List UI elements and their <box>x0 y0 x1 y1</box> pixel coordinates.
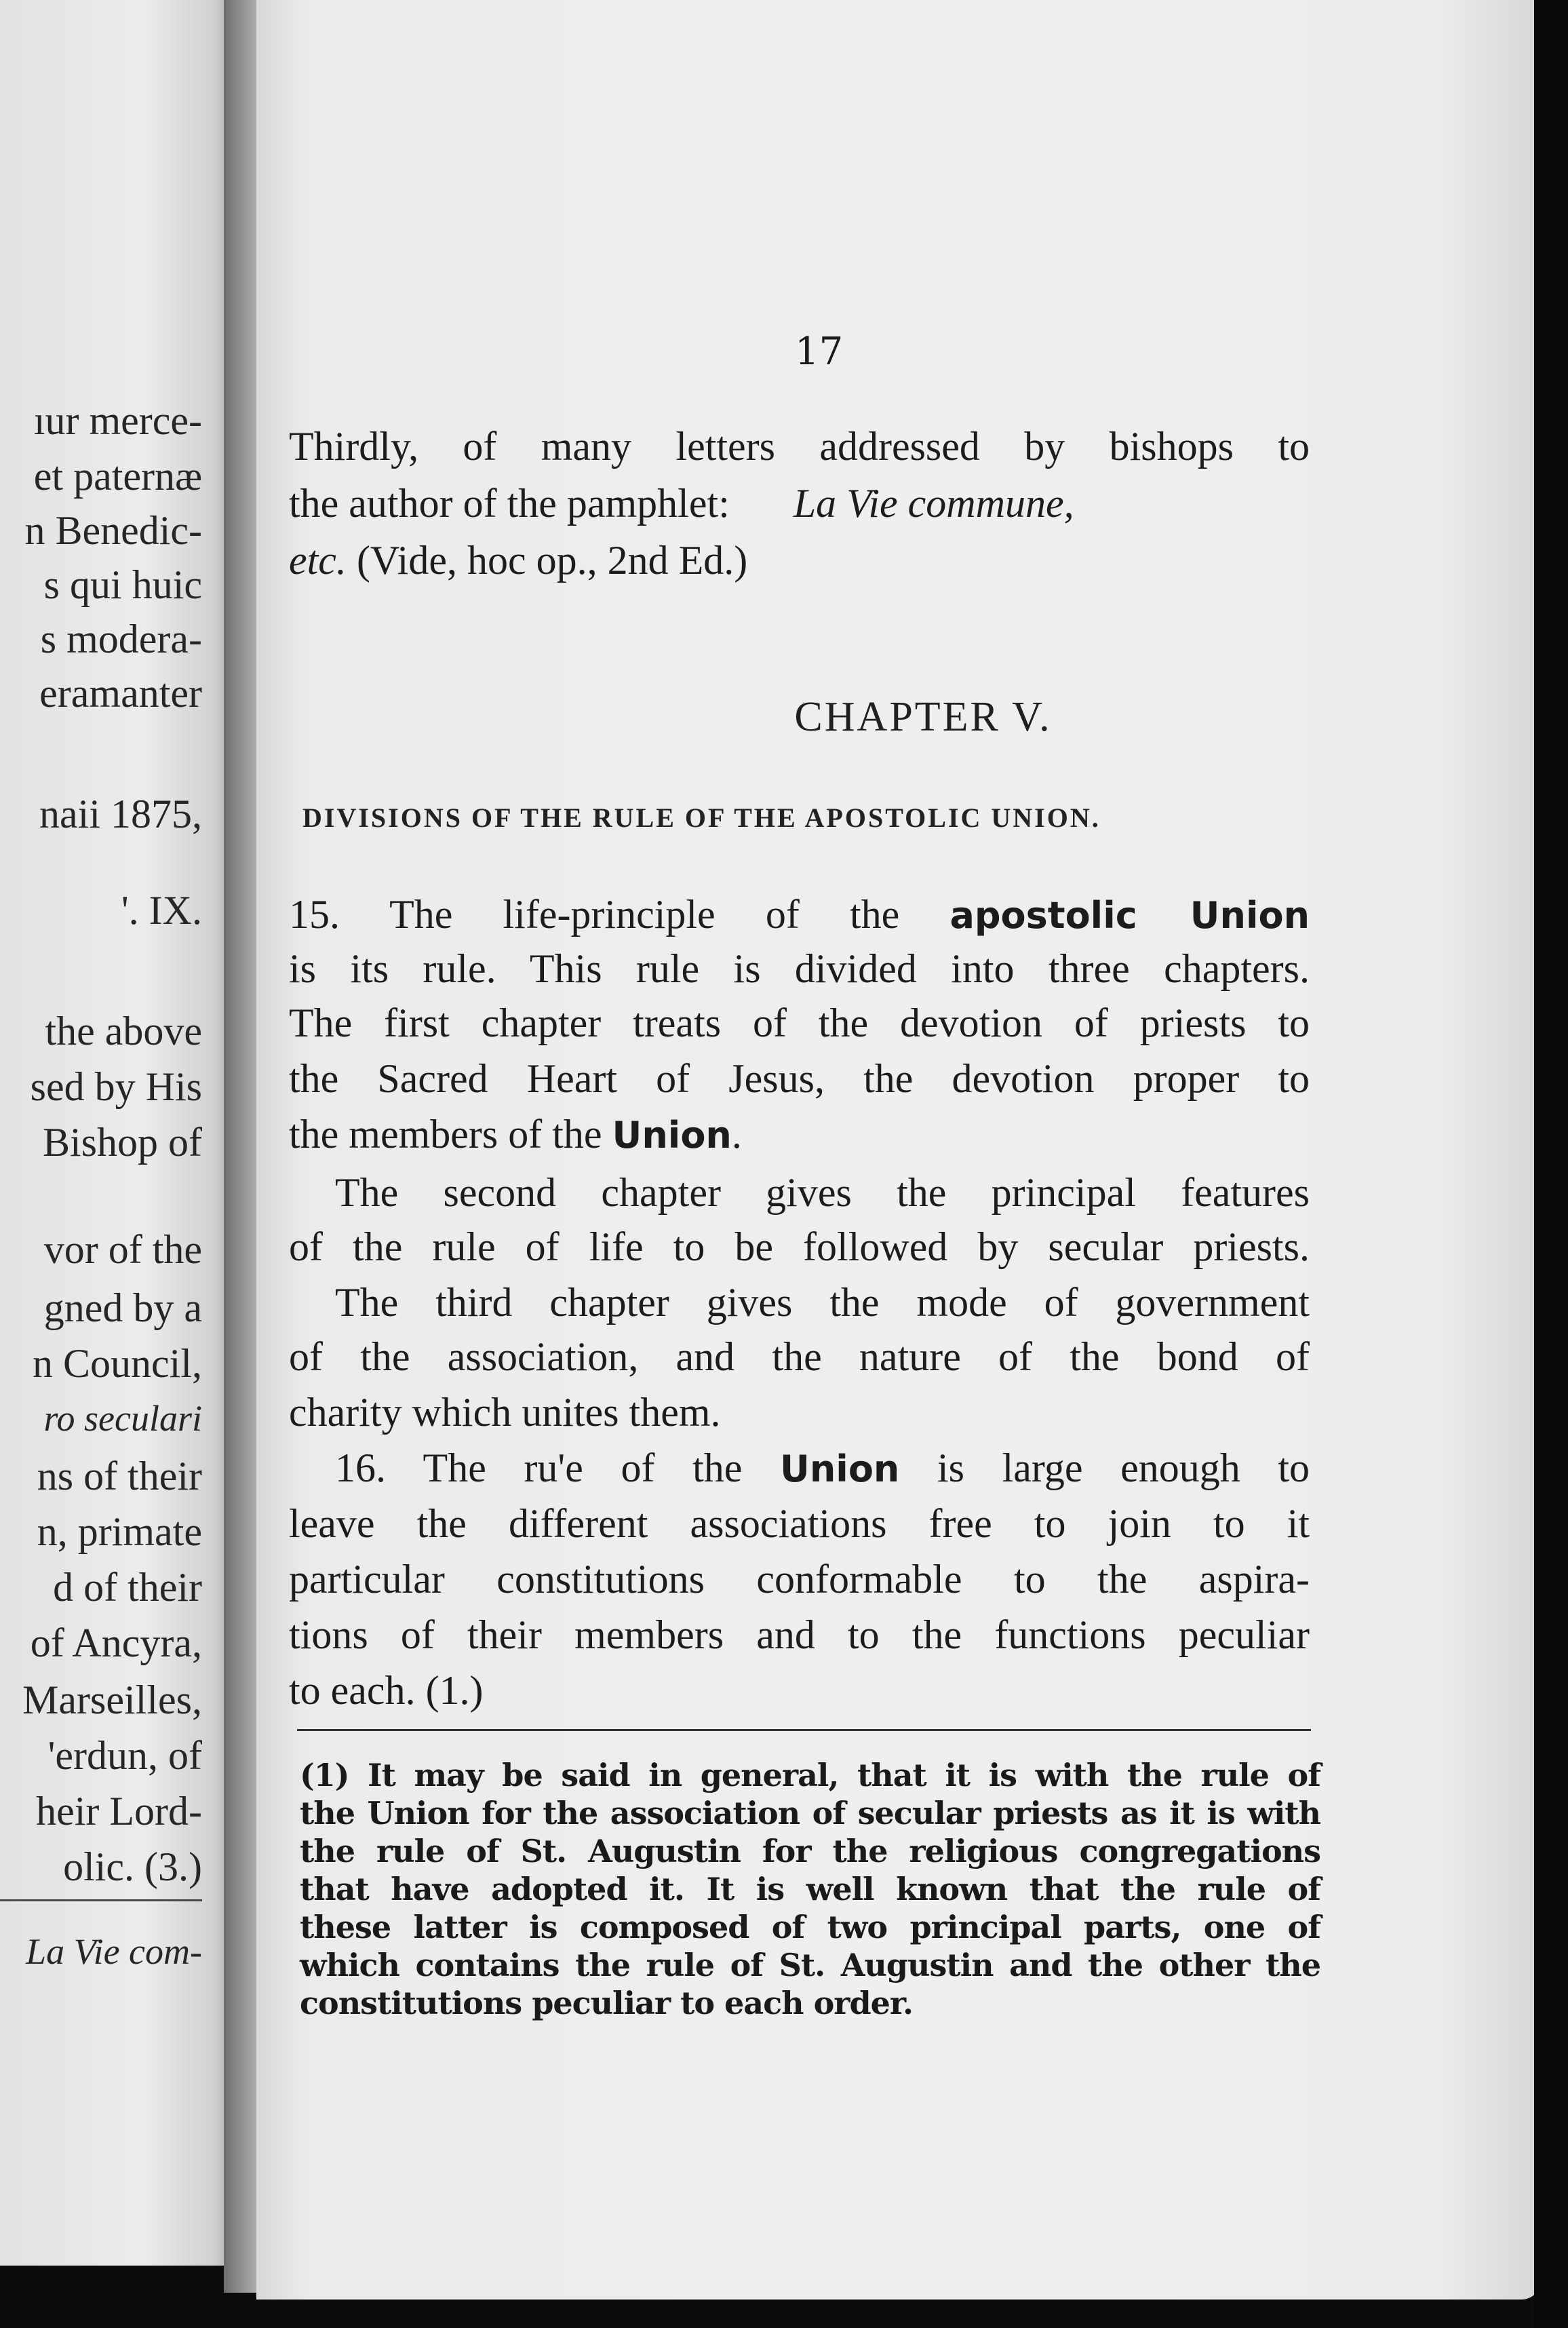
left-page-line: La Vie com- <box>26 1931 202 1972</box>
left-page-line: ns of their <box>37 1454 202 1498</box>
bold-term: Union <box>612 1114 732 1157</box>
footnote-line: that have adopted it. It is well known that the rule of <box>300 1871 1320 1907</box>
book-title: La Vie commune, <box>793 481 1074 526</box>
paragraph-line: is its rule. This rule is divided into three chapters. <box>289 946 1310 991</box>
left-page-line: olic. (3.) <box>63 1844 202 1889</box>
chapter-heading-text: CHAPTER V. <box>794 694 1052 740</box>
left-page-line: Marseilles, <box>22 1677 202 1722</box>
left-page-line: the above <box>45 1009 202 1053</box>
left-page-line: d of their <box>53 1565 202 1610</box>
paragraph-line: The second chapter gives the principal features <box>335 1170 1310 1215</box>
left-page-line: eramanter <box>39 671 202 716</box>
footnote-line: these latter is composed of two principal parts, one of <box>300 1909 1320 1945</box>
left-page-line: naii 1875, <box>39 792 202 836</box>
left-page-line: gned by a <box>43 1285 202 1330</box>
chapter-heading <box>0 693 1568 741</box>
paragraph-line: The first chapter treats of the devotion of priests to <box>289 1001 1310 1045</box>
paragraph-line <box>289 1114 742 1155</box>
left-page-line: of Ancyra, <box>30 1621 202 1665</box>
left-page-line: ıur merce- <box>33 398 202 443</box>
left-page-line: n Council, <box>33 1341 202 1386</box>
intro-text: the author of the pamphlet: <box>289 481 730 526</box>
paragraph-line <box>335 1448 1310 1488</box>
paragraph-line: of the association, and the nature of the bond of <box>289 1334 1310 1379</box>
paragraph-text: the members of the <box>289 1112 602 1157</box>
left-page-line: '. IX. <box>121 888 202 933</box>
etc-text: etc. <box>289 538 347 583</box>
bold-term: Union <box>780 1448 900 1490</box>
intro-text: (Vide, hoc op., 2nd Ed.) <box>346 538 748 583</box>
left-page-line: vor of the <box>43 1227 202 1272</box>
paragraph-line: the Sacred Heart of Jesus, the devotion proper to <box>289 1056 1310 1101</box>
left-page-footnote-rule <box>0 1899 202 1901</box>
intro-line <box>289 540 747 581</box>
paragraph-line: leave the different associations free to join to it <box>289 1501 1310 1546</box>
left-page-line: 'erdun, of <box>47 1733 202 1778</box>
left-page-line: n, primate <box>37 1509 202 1554</box>
footnote-line: which contains the rule of St. Augustin and the other the <box>300 1947 1320 1983</box>
left-page-line: sed by His <box>30 1064 202 1109</box>
paragraph-line: of the rule of life to be followed by secular priests. <box>289 1224 1310 1269</box>
footnote-rule <box>297 1729 1311 1731</box>
paragraph-text: 16. The ru'e of the <box>335 1446 743 1490</box>
intro-line: Thirdly, of many letters addressed by bishops to <box>289 424 1310 469</box>
left-page-line: n Benedic- <box>24 508 202 553</box>
left-page-line: s qui huic <box>43 562 202 607</box>
page-edge-shadow <box>1534 0 1568 2328</box>
previous-page <box>0 0 239 2266</box>
paragraph-text: is large enough to <box>937 1446 1310 1490</box>
page-number: 17 <box>795 330 844 374</box>
paragraph-line <box>289 894 1310 935</box>
paragraph-line: The third chapter gives the mode of government <box>335 1280 1310 1325</box>
paragraph-line: particular constitutions conformable to the aspira- <box>289 1557 1310 1602</box>
footnote-line: (1) It may be said in general, that it is with the rule of <box>300 1757 1320 1793</box>
left-page-line: ro seculari <box>43 1398 202 1439</box>
paragraph-line: to each. (1.) <box>289 1668 484 1713</box>
chapter-subheading: DIVISIONS OF THE RULE OF THE APOSTOLIC UNION. <box>302 802 1101 833</box>
left-page-line: heir Lord- <box>36 1789 202 1834</box>
footnote-line: constitutions peculiar to each order. <box>300 1985 913 2021</box>
paragraph-text: . <box>731 1112 742 1157</box>
left-page-line: s modera- <box>40 617 202 661</box>
intro-line <box>289 483 1074 524</box>
left-page-line: et paternæ <box>33 454 202 499</box>
paragraph-line: tions of their members and to the functions peculiar <box>289 1612 1310 1657</box>
bold-term: apostolic Union <box>949 894 1310 937</box>
footnote-line: the Union for the association of secular priests as it is with <box>300 1795 1320 1831</box>
paragraph-line: charity which unites them. <box>289 1390 721 1435</box>
paragraph-text: 15. The life-principle of the <box>289 892 900 937</box>
footnote-line: the rule of St. Augustin for the religious congregations <box>300 1833 1320 1869</box>
left-page-line: Bishop of <box>42 1120 202 1165</box>
